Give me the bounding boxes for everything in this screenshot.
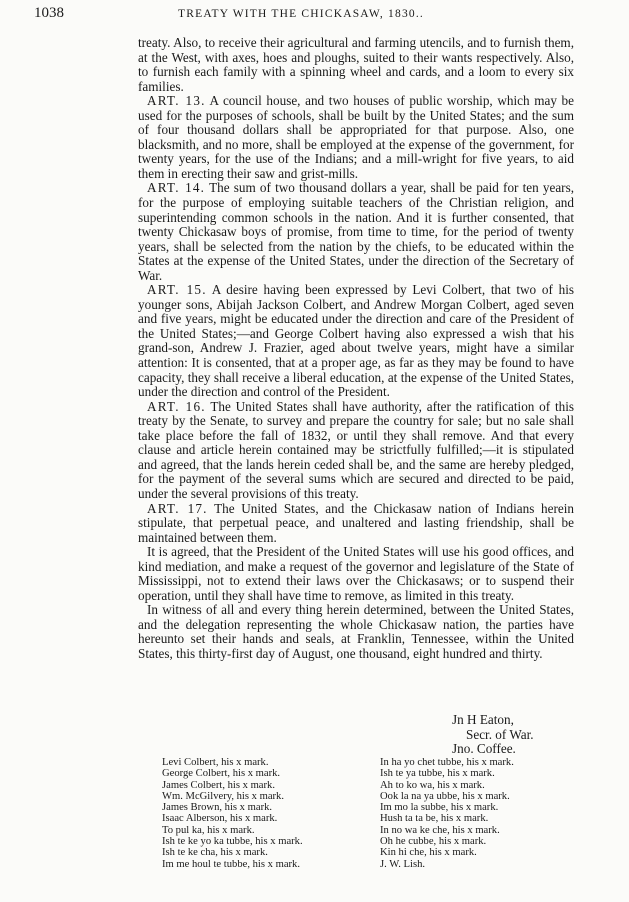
article-15	[138, 283, 574, 399]
signature-line: Im me houl te tubbe, his x mark.	[162, 858, 300, 870]
article-14	[138, 181, 574, 283]
signature-line: Kin hi che, his x mark.	[380, 847, 477, 859]
official-signatures	[448, 713, 534, 757]
signature-line: Ook la na ya ubbe, his x mark.	[380, 790, 510, 802]
paragraph-agreement: It is agreed, that the President of the United States will use his good offices, and kind mediation, and make a request of the governor and legislature of the State of Mississippi, not to extend their laws over the Chickasaws; or to suspend their operation, until they shall have time to remove, as limited in this treaty.	[138, 544, 574, 603]
signature-line: Levi Colbert, his x mark.	[162, 757, 269, 768]
article-text: The sum of two thousand dollars a year, shall be paid for ten years, for the purpose of employing suitable teachers of the Christian religion, and superintending common schools in the nation. And it is further consented, that twenty Chickasaw boys of promise, from time to time, for the period of twenty years, shall be selected from the nation by the chiefs, to be educated within the States at the expense of the United States, under the direction of the Secretary of War.	[138, 180, 575, 283]
signature-line: George Colbert, his x mark.	[162, 768, 281, 780]
paragraph-witness: In witness of all and every thing herein determined, between the United States, and the delegation representing the whole Chickasaw nation, the parties have hereunto set their hands and seals, at Franklin, Tennessee, within the United States, this thirty-first day of August, one thousand, eight hundred and thirty.	[138, 602, 574, 661]
signature-line: James Colbert, his x mark.	[162, 779, 275, 791]
article-label: ART. 17.	[147, 500, 208, 516]
signature-line: In no wa ke che, his x mark.	[380, 824, 500, 836]
article-label: ART. 14.	[147, 180, 206, 196]
article-label: ART. 16.	[147, 398, 206, 414]
page-number: 1038	[34, 5, 64, 21]
signature-line: Hush ta ta be, his x mark.	[380, 813, 489, 825]
signature-line: J. W. Lish.	[380, 858, 426, 870]
signature-line: Ah to ko wa, his x mark.	[380, 779, 485, 791]
signature-eaton: Jn H Eaton,	[452, 712, 514, 727]
signatures-right-column	[380, 757, 514, 870]
signature-line: To pul ka, his x mark.	[162, 824, 255, 836]
article-text: The United States shall have authority, after the ratification of this treaty by the Senate, to survey and prepare the country for sale; but no sale shall take place before the fall of 1832, or until they shall remove. And that every clause and article herein contained may be strictfully fulfilled;—it is stipulated and agreed, that the lands herein ceded shall be, and the same are hereby pledged, for the payment of the several sums which are secured and directed to be paid, under the several provisions of this treaty.	[138, 398, 574, 501]
treaty-text	[138, 36, 574, 662]
article-16	[138, 400, 574, 502]
running-head: TREATY WITH THE CHICKASAW, 1830..	[178, 8, 424, 20]
signature-line: Ish te ya tubbe, his x mark.	[380, 768, 495, 780]
signature-line: Ish te ke yo ka tubbe, his x mark.	[162, 836, 303, 848]
signature-line: Im mo la subbe, his x mark.	[380, 802, 499, 814]
article-text: A council house, and two houses of public worship, which may be used for the purposes of schools, shall be built by the United States; and the sum of four thousand dollars shall be appropriated for that purpose. Also, one blacksmith, and no more, shall be employed at the expense of the government, for twenty years, for the use of the Indians; and a mill-wright for five years, to aid them in erecting their saw and grist-mills.	[138, 93, 574, 181]
article-17	[138, 502, 574, 546]
signature-line: Oh he cubbe, his x mark.	[380, 836, 487, 848]
signature-line: Wm. McGilvery, his x mark.	[162, 790, 284, 802]
article-13	[138, 94, 574, 181]
signature-line: In ha yo chet tubbe, his x mark.	[380, 757, 514, 768]
paragraph-continuation: treaty. Also, to receive their agricultural and farming utencils, and to furnish them, at the West, with axes, hoes and ploughs, suited to their wants respectively. Also, to furnish each family with a spinning wheel and cards, and a loom to every six families.	[138, 35, 574, 94]
article-label: ART. 13.	[147, 93, 206, 109]
signature-coffee: Jno. Coffee.	[452, 741, 516, 756]
signature-line: Isaac Alberson, his x mark.	[162, 813, 278, 825]
signature-line: James Brown, his x mark.	[162, 802, 273, 814]
signature-line: Ish te ke cha, his x mark.	[162, 847, 268, 859]
signature-title: Secr. of War.	[466, 726, 534, 742]
signatures-left-column	[162, 757, 303, 870]
article-label: ART. 15.	[147, 282, 207, 298]
article-text: A desire having been expressed by Levi Colbert, that two of his younger sons, Abijah Jackson Colbert, and Andrew Morgan Colbert, aged seven and five years, might be educated under the direction and care of the President of the United States;—and George Colbert having also expressed a wish that his grand-son, Andrew J. Frazier, aged about twelve years, might have a similar attention: It is consented, that at a proper age, as far as they may be found to have capacity, they shall receive a liberal education, at the expense of the United States, under the direction and control of the President.	[138, 282, 574, 400]
article-text: The United States, and the Chickasaw nation of Indians herein stipulate, that perpetual peace, and unaltered and lasting friendship, shall be maintained between them.	[138, 500, 575, 545]
